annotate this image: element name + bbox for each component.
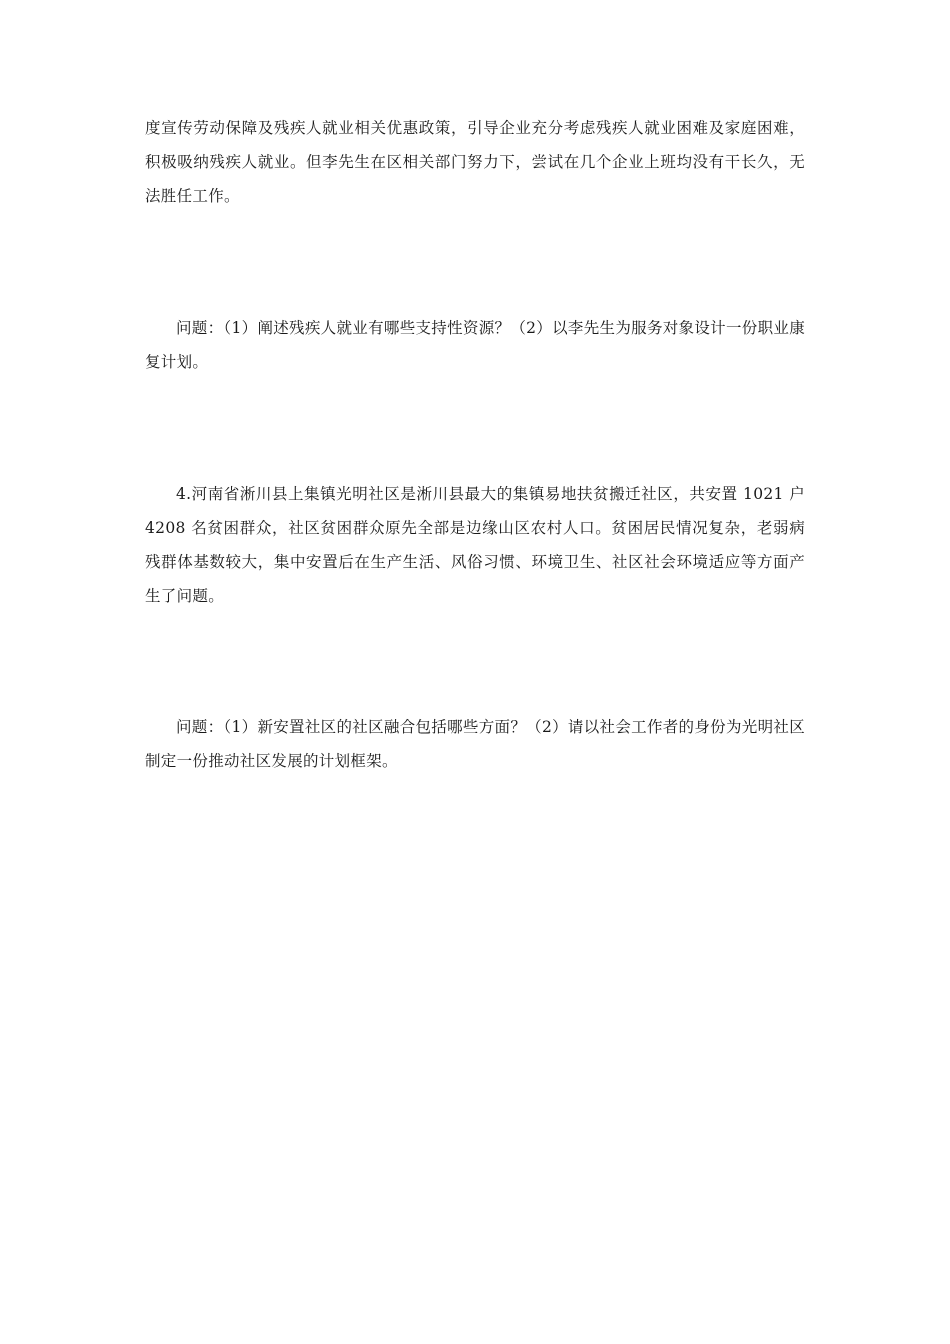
paragraph-case-4: 4.河南省淅川县上集镇光明社区是淅川县最大的集镇易地扶贫搬迁社区，共安置 1021 户 4208 名贫困群众，社区贫困群众原先全部是边缘山区农村人口。贫困居民情况复杂，老弱病残群体基数较大，集中安置后在生产生活、风俗习惯、环境卫生、社区社会环境适应等方面产生了问题。 bbox=[145, 485, 805, 605]
paragraph-question-4: 问题：（1）新安置社区的社区融合包括哪些方面？（2）请以社会工作者的身份为光明社区制定一份推动社区发展的计划框架。 bbox=[145, 718, 805, 770]
paragraph-continuation: 度宣传劳动保障及残疾人就业相关优惠政策，引导企业充分考虑残疾人就业困难及家庭困难，积极吸纳残疾人就业。但李先生在区相关部门努力下，尝试在几个企业上班均没有干长久，无法胜任工作。 bbox=[145, 119, 805, 205]
paragraph-question-3: 问题：（1）阐述残疾人就业有哪些支持性资源？（2）以李先生为服务对象设计一份职业康复计划。 bbox=[145, 319, 805, 371]
